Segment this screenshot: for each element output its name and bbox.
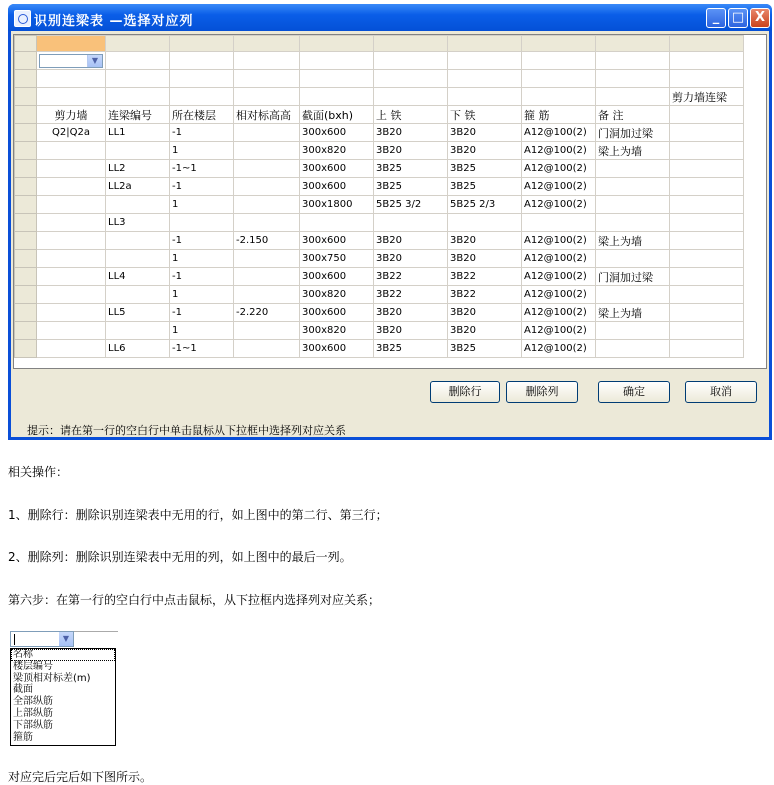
table-cell[interactable]: 3B20 xyxy=(448,250,522,268)
grid-cell[interactable] xyxy=(170,88,234,106)
mapping-row xyxy=(15,52,744,70)
mapping-cell[interactable] xyxy=(170,52,234,70)
table-cell[interactable] xyxy=(234,196,300,214)
grid-cell[interactable] xyxy=(300,70,374,88)
row-header[interactable] xyxy=(15,88,37,106)
table-row xyxy=(15,250,744,268)
table-cell[interactable]: 3B20 xyxy=(374,124,448,142)
grid-column-header[interactable] xyxy=(37,36,106,52)
column-mapping-dropdown-demo xyxy=(10,631,118,747)
mapping-cell[interactable] xyxy=(300,52,374,70)
table-cell[interactable]: 1 xyxy=(170,250,234,268)
table-cell[interactable] xyxy=(670,214,744,232)
table-cell[interactable]: 3B22 xyxy=(374,286,448,304)
grid-cell[interactable] xyxy=(374,70,448,88)
row-header[interactable] xyxy=(15,250,37,268)
table-cell[interactable] xyxy=(234,268,300,286)
table-cell[interactable]: 300x600 xyxy=(300,178,374,196)
table-cell[interactable]: 300x820 xyxy=(300,322,374,340)
dropdown-divider xyxy=(74,631,118,632)
grid-cell[interactable] xyxy=(670,70,744,88)
table-cell[interactable]: 3B20 xyxy=(448,304,522,322)
minimize-button[interactable]: _ xyxy=(706,8,726,28)
grid-cell[interactable] xyxy=(234,88,300,106)
table-cell[interactable] xyxy=(37,304,106,322)
table-cell[interactable]: LL6 xyxy=(106,340,170,358)
dropdown-combo[interactable] xyxy=(10,631,74,647)
row-header[interactable] xyxy=(15,142,37,160)
table-cell[interactable] xyxy=(106,286,170,304)
row-header[interactable] xyxy=(15,160,37,178)
grid-cell[interactable]: 剪力墙连梁 xyxy=(670,88,744,106)
table-cell[interactable]: -1~1 xyxy=(170,340,234,358)
table-cell[interactable] xyxy=(234,250,300,268)
row-header[interactable] xyxy=(15,106,37,124)
table-cell[interactable]: 1 xyxy=(170,196,234,214)
table-cell[interactable]: 300x820 xyxy=(300,286,374,304)
table-cell[interactable]: 门洞加过梁 xyxy=(596,124,670,142)
close-button[interactable]: X xyxy=(750,8,770,28)
grid-cell[interactable] xyxy=(522,70,596,88)
table-cell[interactable] xyxy=(448,214,522,232)
table-cell[interactable] xyxy=(234,178,300,196)
table-header-cell[interactable]: 下 铁 xyxy=(448,106,522,124)
table-cell[interactable]: 梁上为墙 xyxy=(596,142,670,160)
table-row xyxy=(15,142,744,160)
mapping-cell[interactable] xyxy=(596,52,670,70)
row-header[interactable] xyxy=(15,340,37,358)
dropdown-option[interactable]: 箍筋 xyxy=(13,731,33,743)
dropdown-option[interactable]: 梁顶相对标差(m) xyxy=(13,672,91,684)
table-cell[interactable]: A12@100(2) xyxy=(522,304,596,322)
table-cell[interactable] xyxy=(300,214,374,232)
table-cell[interactable]: 1 xyxy=(170,322,234,340)
dropdown-option[interactable]: 截面 xyxy=(13,684,33,696)
table-cell[interactable]: 3B25 xyxy=(374,160,448,178)
table-header-cell[interactable]: 截面(bxh) xyxy=(300,106,374,124)
grid-corner-cell[interactable] xyxy=(15,36,37,52)
grid-column-header[interactable] xyxy=(670,36,744,52)
table-cell[interactable] xyxy=(37,268,106,286)
grid-column-header[interactable] xyxy=(300,36,374,52)
table-cell[interactable]: A12@100(2) xyxy=(522,232,596,250)
table-cell[interactable] xyxy=(374,214,448,232)
table-cell[interactable]: 3B25 xyxy=(448,178,522,196)
text-caret xyxy=(14,634,15,645)
dropdown-options-list[interactable] xyxy=(10,648,116,746)
grid-cell[interactable] xyxy=(234,70,300,88)
table-cell[interactable]: 300x820 xyxy=(300,142,374,160)
table-row xyxy=(15,124,744,142)
grid-cell[interactable] xyxy=(37,70,106,88)
table-header-cell[interactable]: 相对标高高 xyxy=(234,106,300,124)
article-paragraph-2: 1、删除行：删除识别连梁表中无用的行，如上图中的第二行、第三行； xyxy=(8,508,388,522)
table-cell[interactable]: A12@100(2) xyxy=(522,142,596,160)
table-header-cell[interactable]: 箍 筋 xyxy=(522,106,596,124)
table-cell[interactable]: -1 xyxy=(170,232,234,250)
table-cell[interactable]: -1 xyxy=(170,304,234,322)
table-cell[interactable] xyxy=(670,142,744,160)
table-cell[interactable]: LL3 xyxy=(106,214,170,232)
table-header-cell[interactable]: 连梁编号 xyxy=(106,106,170,124)
table-header-cell[interactable]: 上 铁 xyxy=(374,106,448,124)
mapping-cell[interactable] xyxy=(106,52,170,70)
row-header[interactable] xyxy=(15,286,37,304)
delete-column-button[interactable]: 删除列 xyxy=(506,381,578,403)
table-cell[interactable]: 3B22 xyxy=(374,268,448,286)
table-cell[interactable] xyxy=(37,250,106,268)
grid-cell[interactable] xyxy=(596,88,670,106)
grid-cell[interactable] xyxy=(448,88,522,106)
table-cell[interactable]: 3B25 xyxy=(448,160,522,178)
grid-cell[interactable] xyxy=(596,70,670,88)
table-cell[interactable]: A12@100(2) xyxy=(522,322,596,340)
table-cell[interactable] xyxy=(670,340,744,358)
table-cell[interactable] xyxy=(234,214,300,232)
table-cell[interactable]: 1 xyxy=(170,142,234,160)
table-cell[interactable] xyxy=(106,250,170,268)
table-cell[interactable] xyxy=(234,286,300,304)
table-row xyxy=(15,232,744,250)
table-header-row xyxy=(15,106,744,124)
table-cell[interactable]: 3B25 xyxy=(374,178,448,196)
row-header[interactable] xyxy=(15,52,37,70)
table-cell[interactable] xyxy=(522,214,596,232)
table-cell[interactable]: -1 xyxy=(170,178,234,196)
row-header[interactable] xyxy=(15,70,37,88)
table-cell[interactable]: 3B20 xyxy=(374,322,448,340)
table-cell[interactable] xyxy=(37,340,106,358)
table-cell[interactable]: LL2a xyxy=(106,178,170,196)
table-cell[interactable]: 3B20 xyxy=(374,142,448,160)
table-header-cell[interactable]: 备 注 xyxy=(596,106,670,124)
table-cell[interactable] xyxy=(670,124,744,142)
grid-cell[interactable] xyxy=(300,88,374,106)
table-cell[interactable]: 300x1800 xyxy=(300,196,374,214)
table-cell[interactable] xyxy=(670,286,744,304)
table-cell[interactable] xyxy=(106,232,170,250)
table-cell[interactable]: 3B20 xyxy=(374,232,448,250)
table-row xyxy=(15,88,744,106)
table-row xyxy=(15,268,744,286)
grid-cell[interactable] xyxy=(106,88,170,106)
table-cell[interactable]: 3B20 xyxy=(448,142,522,160)
table-header-cell[interactable] xyxy=(670,106,744,124)
table-row xyxy=(15,178,744,196)
table-cell[interactable]: 3B20 xyxy=(448,232,522,250)
table-cell[interactable] xyxy=(37,160,106,178)
hint-text: 提示：请在第一行的空白行中单击鼠标从下拉框中选择列对应关系 xyxy=(27,424,346,437)
table-cell[interactable] xyxy=(170,214,234,232)
table-cell[interactable] xyxy=(670,268,744,286)
table-cell[interactable] xyxy=(670,250,744,268)
grid-cell[interactable] xyxy=(37,88,106,106)
table-cell[interactable]: A12@100(2) xyxy=(522,340,596,358)
table-cell[interactable]: -1~1 xyxy=(170,160,234,178)
table-cell[interactable] xyxy=(37,142,106,160)
table-cell[interactable] xyxy=(596,214,670,232)
table-header-cell[interactable]: 剪力墙 xyxy=(37,106,106,124)
window-title: 识别连梁表 —选择对应列 xyxy=(34,14,194,29)
table-row xyxy=(15,322,744,340)
ok-button[interactable]: 确定 xyxy=(598,381,670,403)
table-cell[interactable]: 300x600 xyxy=(300,304,374,322)
article-paragraph-3: 2、删除列：删除识别连梁表中无用的列，如上图中的最后一列。 xyxy=(8,550,352,564)
article-paragraph-4: 第六步：在第一行的空白行中点击鼠标，从下拉框内选择列对应关系； xyxy=(8,593,381,607)
table-cell[interactable]: LL4 xyxy=(106,268,170,286)
grid-column-header[interactable] xyxy=(596,36,670,52)
table-cell[interactable]: 300x600 xyxy=(300,268,374,286)
mapping-cell[interactable] xyxy=(522,52,596,70)
table-cell[interactable]: LL2 xyxy=(106,160,170,178)
table-cell[interactable]: -2.220 xyxy=(234,304,300,322)
table-cell[interactable] xyxy=(596,286,670,304)
table-cell[interactable]: 3B25 xyxy=(448,340,522,358)
row-header[interactable] xyxy=(15,178,37,196)
table-cell[interactable]: -1 xyxy=(170,124,234,142)
title-bar[interactable] xyxy=(8,4,772,31)
beam-table-grid[interactable] xyxy=(13,34,767,369)
grid-cell[interactable] xyxy=(106,70,170,88)
table-cell[interactable] xyxy=(106,322,170,340)
table-cell[interactable] xyxy=(37,322,106,340)
column-mapping-combo[interactable] xyxy=(39,54,103,68)
table-cell[interactable]: 300x600 xyxy=(300,340,374,358)
grid-cell[interactable] xyxy=(522,88,596,106)
grid-column-header-row xyxy=(15,36,744,52)
table-cell[interactable]: 梁上为墙 xyxy=(596,232,670,250)
table-cell[interactable] xyxy=(670,232,744,250)
table-cell[interactable]: 门洞加过梁 xyxy=(596,268,670,286)
table-cell[interactable] xyxy=(670,322,744,340)
table-cell[interactable]: -2.150 xyxy=(234,232,300,250)
table-cell[interactable]: 300x600 xyxy=(300,232,374,250)
table-cell[interactable] xyxy=(37,286,106,304)
table-cell[interactable] xyxy=(106,196,170,214)
table-cell[interactable] xyxy=(234,322,300,340)
chevron-down-icon[interactable]: ▼ xyxy=(87,55,102,67)
table-header-cell[interactable]: 所在楼层 xyxy=(170,106,234,124)
dialog-client-area xyxy=(11,31,769,437)
table-cell[interactable] xyxy=(670,178,744,196)
table-cell[interactable]: 3B20 xyxy=(448,322,522,340)
chevron-down-icon[interactable]: ▼ xyxy=(59,632,73,646)
table-cell[interactable]: 梁上为墙 xyxy=(596,304,670,322)
table-cell[interactable]: LL5 xyxy=(106,304,170,322)
dropdown-option[interactable]: 楼层编号 xyxy=(13,660,53,672)
row-header[interactable] xyxy=(15,304,37,322)
row-header[interactable] xyxy=(15,124,37,142)
table-cell[interactable]: 3B20 xyxy=(374,304,448,322)
row-header[interactable] xyxy=(15,322,37,340)
table-row xyxy=(15,304,744,322)
grid-table xyxy=(14,35,744,358)
table-row xyxy=(15,160,744,178)
table-cell[interactable] xyxy=(596,322,670,340)
table-cell[interactable] xyxy=(37,196,106,214)
table-cell[interactable]: 300x600 xyxy=(300,160,374,178)
table-cell[interactable] xyxy=(596,340,670,358)
cancel-button[interactable]: 取消 xyxy=(685,381,757,403)
dropdown-option[interactable]: 名称 xyxy=(11,649,115,661)
table-cell[interactable]: A12@100(2) xyxy=(522,196,596,214)
grid-cell[interactable] xyxy=(448,70,522,88)
table-row xyxy=(15,286,744,304)
table-cell[interactable]: 1 xyxy=(170,286,234,304)
dropdown-option[interactable]: 上部纵筋 xyxy=(13,707,53,719)
dialog-window xyxy=(8,4,772,440)
mapping-cell[interactable] xyxy=(670,52,744,70)
table-cell[interactable]: -1 xyxy=(170,268,234,286)
table-cell[interactable]: 300x600 xyxy=(300,124,374,142)
grid-column-header[interactable] xyxy=(234,36,300,52)
table-cell[interactable]: 300x750 xyxy=(300,250,374,268)
grid-column-header[interactable] xyxy=(170,36,234,52)
table-cell[interactable] xyxy=(234,160,300,178)
table-cell[interactable]: 3B20 xyxy=(448,124,522,142)
grid-column-header[interactable] xyxy=(448,36,522,52)
table-row xyxy=(15,214,744,232)
table-cell[interactable] xyxy=(37,214,106,232)
table-cell[interactable] xyxy=(106,142,170,160)
app-icon xyxy=(14,10,31,27)
dropdown-option[interactable]: 全部纵筋 xyxy=(13,696,53,708)
table-cell[interactable]: LL1 xyxy=(106,124,170,142)
row-header[interactable] xyxy=(15,232,37,250)
mapping-cell[interactable] xyxy=(448,52,522,70)
row-header[interactable] xyxy=(15,214,37,232)
table-cell[interactable]: Q2|Q2a xyxy=(37,124,106,142)
table-cell[interactable] xyxy=(596,160,670,178)
blank-row xyxy=(15,70,744,88)
mapping-cell[interactable] xyxy=(234,52,300,70)
table-cell[interactable] xyxy=(596,250,670,268)
mapping-cell[interactable] xyxy=(374,52,448,70)
table-cell[interactable] xyxy=(234,142,300,160)
table-cell[interactable] xyxy=(670,160,744,178)
maximize-button[interactable]: □ xyxy=(728,8,748,28)
table-cell[interactable]: 3B22 xyxy=(448,268,522,286)
table-cell[interactable]: 3B25 xyxy=(374,340,448,358)
table-cell[interactable]: 3B22 xyxy=(448,286,522,304)
table-cell[interactable]: A12@100(2) xyxy=(522,124,596,142)
table-cell[interactable] xyxy=(37,178,106,196)
table-cell[interactable] xyxy=(234,124,300,142)
article-paragraph-5: 对应完后完后如下图所示。 xyxy=(8,770,153,784)
grid-column-header[interactable] xyxy=(106,36,170,52)
table-cell[interactable]: A12@100(2) xyxy=(522,250,596,268)
table-cell[interactable]: A12@100(2) xyxy=(522,160,596,178)
grid-cell[interactable] xyxy=(170,70,234,88)
table-cell[interactable] xyxy=(596,178,670,196)
grid-cell[interactable] xyxy=(374,88,448,106)
grid-column-header[interactable] xyxy=(522,36,596,52)
delete-row-button[interactable]: 删除行 xyxy=(430,381,500,403)
table-row xyxy=(15,340,744,358)
row-header[interactable] xyxy=(15,268,37,286)
table-cell[interactable]: 5B25 2/3 xyxy=(448,196,522,214)
mapping-cell[interactable] xyxy=(37,52,106,70)
table-cell[interactable] xyxy=(670,304,744,322)
table-cell[interactable] xyxy=(596,196,670,214)
table-row xyxy=(15,196,744,214)
dropdown-option[interactable]: 下部纵筋 xyxy=(13,719,53,731)
table-cell[interactable]: 5B25 3/2 xyxy=(374,196,448,214)
table-cell[interactable]: A12@100(2) xyxy=(522,268,596,286)
grid-column-header[interactable] xyxy=(374,36,448,52)
table-cell[interactable]: A12@100(2) xyxy=(522,178,596,196)
table-cell[interactable] xyxy=(670,196,744,214)
table-cell[interactable] xyxy=(37,232,106,250)
table-cell[interactable] xyxy=(234,340,300,358)
row-header[interactable] xyxy=(15,196,37,214)
article-paragraph-1: 相关操作： xyxy=(8,465,69,479)
table-cell[interactable]: A12@100(2) xyxy=(522,286,596,304)
table-cell[interactable]: 3B20 xyxy=(374,250,448,268)
